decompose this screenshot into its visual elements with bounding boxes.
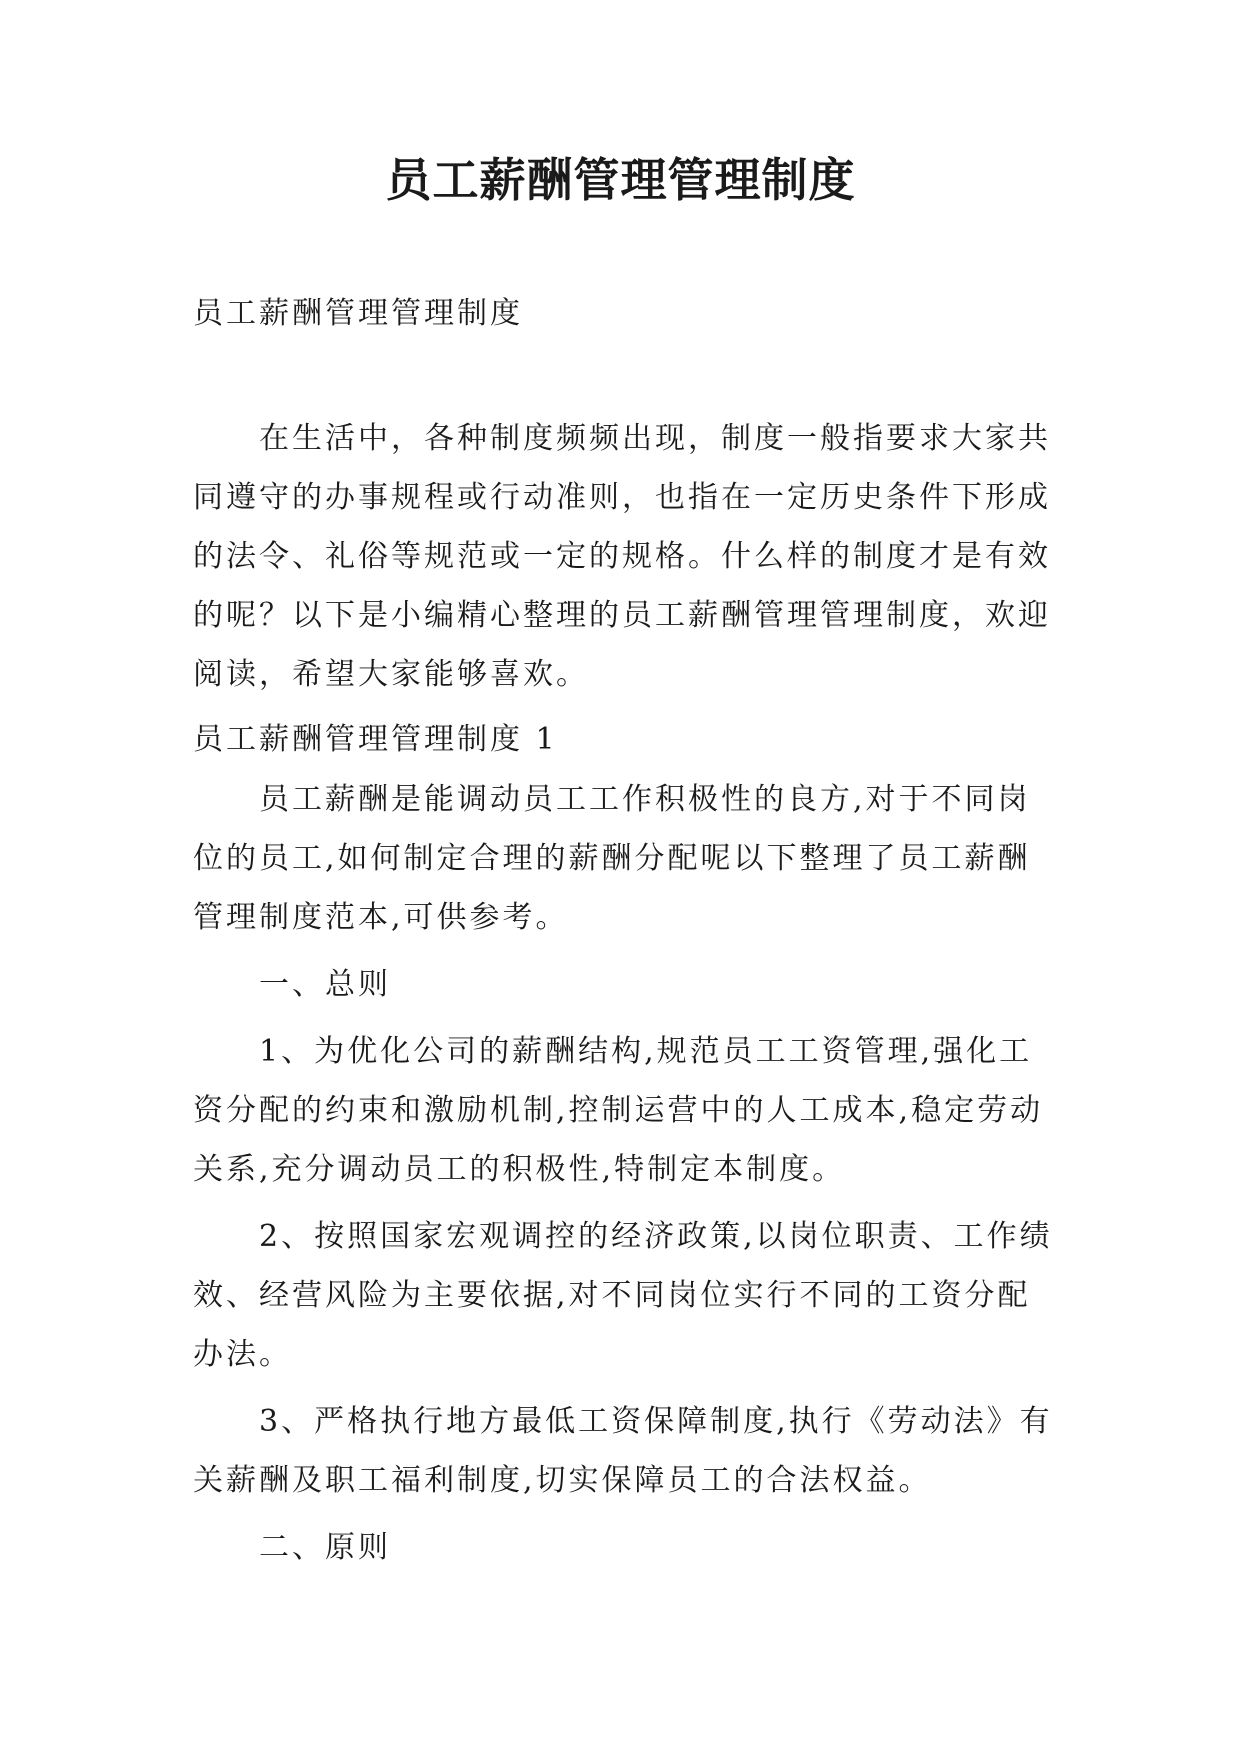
body-paragraph: 3、严格执行地方最低工资保障制度,执行《劳动法》有关薪酬及职工福利制度,切实保障员工的合法权益。 bbox=[193, 1404, 1053, 1498]
document-body bbox=[193, 720, 1053, 1577]
document-subtitle: 员工薪酬管理管理制度 bbox=[193, 296, 523, 331]
body-paragraph: 1、为优化公司的薪酬结构,规范员工工资管理,强化工资分配的约束和激励机制,控制运营中的人工成本,稳定劳动关系,充分调动员工的积极性,特制定本制度。 bbox=[193, 1034, 1044, 1187]
intro-paragraph: 在生活中，各种制度频频出现，制度一般指要求大家共同遵守的办事规程或行动准则，也指在一定历史条件下形成的法令、礼俗等规范或一定的规格。什么样的制度才是有效的呢？以下是小编精心整理的员工薪酬管理管理制度，欢迎阅读，希望大家能够喜欢。 bbox=[193, 421, 1051, 692]
body-paragraph: 员工薪酬是能调动员工工作积极性的良方,对于不同岗位的员工,如何制定合理的薪酬分配呢以下整理了员工薪酬管理制度范本,可供参考。 bbox=[193, 782, 1031, 935]
chapter-heading-general: 一、总则 bbox=[259, 967, 391, 1002]
chapter-heading-principles: 二、原则 bbox=[259, 1530, 391, 1565]
document-title: 员工薪酬管理管理制度 bbox=[385, 153, 856, 207]
body-paragraph: 2、按照国家宏观调控的经济政策,以岗位职责、工作绩效、经营风险为主要依据,对不同岗位实行不同的工资分配办法。 bbox=[193, 1219, 1053, 1372]
section-heading: 员工薪酬管理管理制度 1 bbox=[193, 722, 558, 757]
